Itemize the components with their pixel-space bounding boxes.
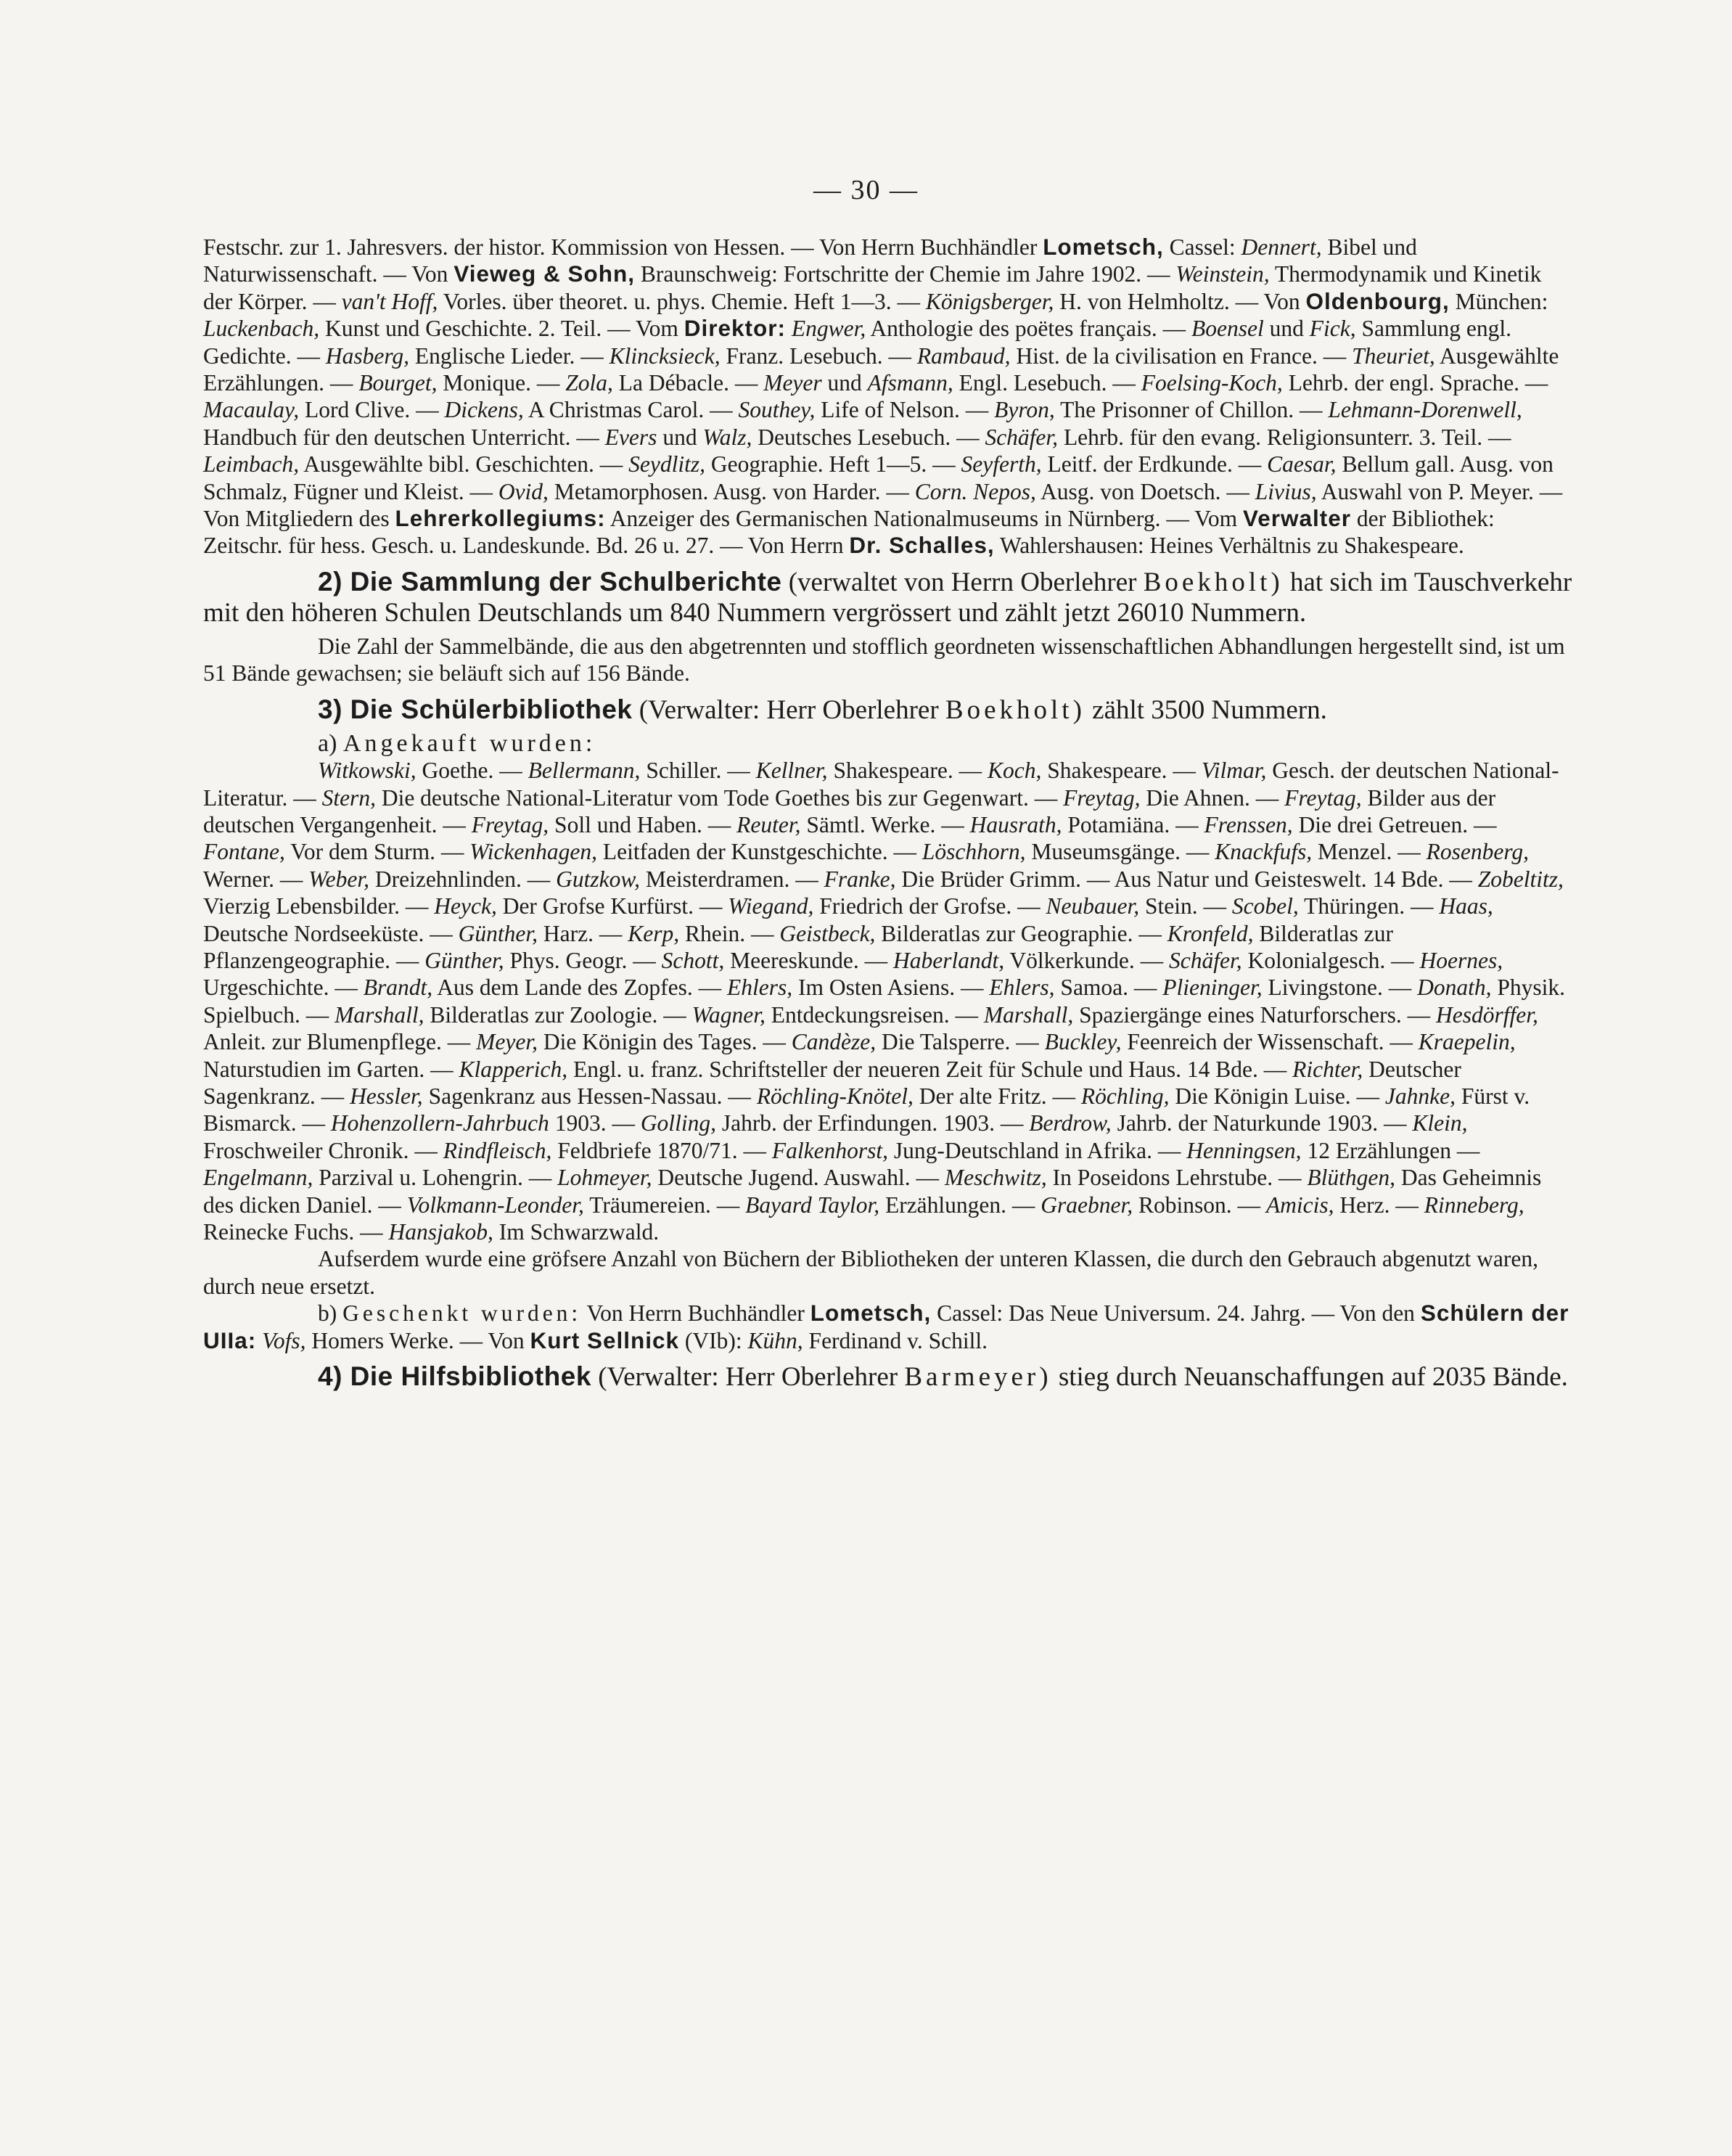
author-name: Blüthgen,: [1307, 1165, 1396, 1191]
author-name: Bayard Taylor,: [745, 1192, 880, 1218]
paragraph-sammelbaende: Die Zahl der Sammelbände, die aus den abgetrennten und stofflich geordneten wissenschaftlichen Abhandlungen hergestellt sind, ist um 51 Bände gewachsen; sie beläuft sich auf 156 Bände.: [203, 633, 1565, 686]
text-run: Vor dem Sturm. —: [284, 839, 470, 865]
donor-name: Dr. Schalles,: [849, 532, 995, 559]
text-run: Leitf. der Erdkunde. —: [1041, 451, 1268, 477]
author-name: Leimbach,: [203, 451, 300, 477]
text-run: Boekholt): [945, 694, 1085, 725]
text-run: und: [1263, 316, 1310, 342]
author-name: Günther,: [424, 947, 504, 973]
author-name: Gutzkow,: [556, 866, 640, 892]
text-run: hat sich im Tauschverkehr mit den höheren Schulen Deutschlands um 840 Nummern vergrössert und zählt jetzt 26010 Nummern.: [203, 567, 1572, 628]
text-run: Potamiäna. —: [1062, 811, 1204, 837]
text-run: Phys. Geogr. —: [504, 947, 662, 973]
author-name: Hessler,: [350, 1083, 423, 1109]
text-run: Feenreich der Wissenschaft. —: [1121, 1029, 1419, 1055]
author-name: Koch,: [988, 758, 1042, 784]
text-run: Friedrich der Grofse. —: [813, 893, 1046, 919]
text-run: Cassel: Das Neue Universum. 24. Jahrg. — Von den: [931, 1300, 1421, 1327]
text-run: Handbuch für den deutschen Unterricht. —: [203, 424, 605, 450]
text-run: Sammlung engl. Gedichte. —: [203, 316, 1511, 369]
author-name: Boensel: [1191, 316, 1264, 342]
author-name: Haberlandt,: [892, 947, 1005, 973]
text-run: Life of Nelson. —: [815, 397, 995, 423]
page-number: — 30 —: [813, 175, 919, 205]
text-run: Lehrb. der engl. Sprache. —: [1282, 370, 1548, 396]
text-run: und: [821, 370, 868, 396]
author-name: Dickens,: [444, 397, 524, 423]
author-name: Marshall,: [335, 1001, 424, 1028]
document-body: [203, 234, 1576, 1397]
author-name: Hohenzollern-Jahrbuch: [330, 1110, 549, 1136]
author-name: Vofs,: [262, 1327, 306, 1353]
author-name: Knackfufs,: [1215, 839, 1313, 865]
text-run: Bibel und Naturwissenschaft. — Von: [203, 234, 1417, 287]
text-run: Anthologie des poëtes français. —: [866, 316, 1192, 342]
text-run: Schiller. —: [640, 758, 756, 784]
text-run: (VIb):: [679, 1327, 748, 1353]
text-run: Ausgewählte bibl. Geschichten. —: [299, 451, 629, 477]
donor-name: Kurt Sellnick: [530, 1327, 680, 1353]
author-name: Wiegand,: [728, 893, 814, 919]
section-hilfsbibliothek: [203, 1361, 1576, 1393]
text-run: Leitfaden der Kunstgeschichte. —: [597, 839, 922, 865]
author-name: Klapperich,: [459, 1056, 568, 1082]
author-name: Franke,: [824, 866, 896, 892]
text-run: Ferdinand v. Schill.: [803, 1327, 988, 1353]
text-run: Jung-Deutschland in Afrika. —: [888, 1137, 1187, 1163]
text-run: Angekauft wurden:: [342, 729, 596, 757]
text-run: Engl. u. franz. Schriftsteller der neueren Zeit für Schule und Haus. 14 Bde. —: [567, 1056, 1293, 1082]
text-run: Herz. —: [1334, 1192, 1424, 1218]
text-run: Menzel. —: [1312, 839, 1427, 865]
text-run: Cassel:: [1163, 234, 1241, 260]
text-run: Hist. de la civilisation en France. —: [1010, 343, 1353, 369]
author-name: Jahnke,: [1384, 1083, 1456, 1109]
text-run: Feldbriefe 1870/71. —: [551, 1137, 772, 1163]
text-run: Lehrb. für den evang. Religionsunterr. 3. Teil. —: [1058, 424, 1511, 450]
text-run: Die Königin Luise. —: [1169, 1083, 1385, 1109]
author-name: Zola,: [565, 370, 613, 396]
author-name: Kronfeld,: [1167, 920, 1254, 946]
author-name: Hansjakob,: [388, 1219, 493, 1245]
text-run: München:: [1449, 288, 1548, 314]
author-name: Hesdörffer,: [1435, 1001, 1538, 1028]
author-name: Kellner,: [755, 758, 828, 784]
text-run: Homers Werke. — Von: [305, 1327, 530, 1353]
section-heading: 2) Die Sammlung der Schulberichte: [318, 566, 782, 597]
author-name: Caesar,: [1267, 451, 1337, 477]
text-run: Kolonialgesch. —: [1241, 947, 1420, 973]
text-run: b): [318, 1300, 343, 1327]
text-run: Deutsche Nordseeküste. —: [203, 920, 459, 946]
section-schuelerbibliothek: [203, 694, 1576, 726]
text-run: Vorles. über theoret. u. phys. Chemie. Heft 1—3. —: [438, 288, 926, 314]
text-run: Goethe. —: [416, 758, 528, 784]
author-name: Meyer: [763, 370, 822, 396]
author-name: Hausrath,: [969, 811, 1062, 837]
text-run: a): [318, 729, 343, 757]
text-run: In Poseidons Lehrstube. —: [1046, 1165, 1308, 1191]
text-run: Völkerkunde. —: [1004, 947, 1169, 973]
donor-name: Lometsch,: [810, 1300, 932, 1327]
author-name: Meschwitz,: [944, 1165, 1047, 1191]
author-name: Candèze,: [791, 1029, 877, 1055]
author-name: Rosenberg,: [1426, 839, 1530, 865]
text-run: Kunst und Geschichte. 2. Teil. — Vom: [319, 316, 684, 342]
author-name: Bellermann,: [528, 758, 641, 784]
text-run: Parzival u. Lohengrin. —: [313, 1165, 558, 1191]
author-name: Engwer,: [791, 316, 866, 342]
author-name: Scobel,: [1231, 893, 1299, 919]
text-run: Anleit. zur Blumenpflege. —: [203, 1029, 477, 1055]
author-name: Löschhorn,: [922, 839, 1026, 865]
text-run: Sagenkranz aus Hessen-Nassau. —: [422, 1083, 757, 1109]
text-run: Shakespeare. —: [1041, 758, 1202, 784]
text-run: Bilderatlas zur Pflanzengeographie. —: [203, 920, 1393, 973]
author-name: Rambaud,: [916, 343, 1011, 369]
author-name: Berdrow,: [1029, 1110, 1112, 1136]
author-name: Seyferth,: [961, 451, 1042, 477]
text-run: Shakespeare. —: [827, 758, 988, 784]
donor-name: Direktor:: [684, 315, 787, 342]
text-run: Geschenkt wurden:: [342, 1300, 582, 1327]
author-name: Falkenhorst,: [771, 1137, 889, 1163]
text-run: Meereskunde. —: [724, 947, 893, 973]
author-name: Schäfer,: [985, 424, 1059, 450]
author-name: Rindfleisch,: [443, 1137, 552, 1163]
section-heading: 4) Die Hilfsbibliothek: [318, 1361, 591, 1392]
author-name: Plieninger,: [1162, 975, 1263, 1001]
author-name: Ehlers,: [727, 975, 793, 1001]
section-schulberichte: [203, 567, 1576, 628]
text-run: Fürst v. Bismarck. —: [203, 1083, 1530, 1136]
author-name: Neubauer,: [1046, 893, 1140, 919]
text-run: Festschr. zur 1. Jahresvers. der histor. Kommission von Hessen. — Von Herrn Buchhändler: [203, 234, 1043, 260]
text-run: Aus dem Lande des Zopfes. —: [432, 975, 728, 1001]
text-run: Thermodynamik und Kinetik der Körper. —: [203, 261, 1542, 314]
text-run: Der alte Fritz. —: [913, 1083, 1081, 1109]
author-name: Fick,: [1309, 316, 1356, 342]
text-run: Von Herrn Buchhändler: [581, 1300, 810, 1327]
author-name: Freytag,: [471, 811, 549, 837]
author-name: Lehmann-Dorenwell,: [1328, 397, 1522, 423]
text-run: Urgeschichte. —: [203, 975, 364, 1001]
author-name: Kerp,: [628, 920, 680, 946]
author-name: Zobeltitz,: [1477, 866, 1564, 892]
text-run: und: [657, 424, 703, 450]
author-name: Hasberg,: [325, 343, 410, 369]
text-run: Im Schwarzwald.: [493, 1219, 660, 1245]
text-run: Ausg. von Doetsch. —: [1035, 478, 1255, 504]
text-run: Wahlershausen: Heines Verhältnis zu Shakespeare.: [994, 533, 1464, 559]
paragraph-gifts-continued: [203, 234, 1576, 560]
author-name: Corn. Nepos,: [914, 478, 1036, 504]
text-run: zählt 3500 Nummern.: [1085, 694, 1327, 725]
text-run: Englische Lieder. —: [409, 343, 610, 369]
text-run: Metamorphosen. Ausg. von Harder. —: [548, 478, 915, 504]
author-name: Günther,: [458, 920, 538, 946]
text-run: Engl. Lesebuch. —: [953, 370, 1141, 396]
text-run: Reinecke Fuchs. —: [203, 1219, 389, 1245]
paragraph-purchased-books: [203, 757, 1576, 1245]
text-run: Deutscher Sagenkranz. —: [203, 1056, 1461, 1109]
author-name: van't Hoff,: [341, 288, 438, 314]
author-name: Amicis,: [1265, 1192, 1334, 1218]
author-name: Buckley,: [1044, 1029, 1122, 1055]
author-name: Kraepelin,: [1418, 1029, 1516, 1055]
text-run: Spaziergänge eines Naturforschers. —: [1073, 1001, 1436, 1028]
author-name: Witkowski,: [318, 758, 416, 784]
subsection-geschenkt: [203, 1300, 1576, 1354]
donor-name: Oldenbourg,: [1305, 287, 1450, 314]
text-run: stieg durch Neuanschaffungen auf 2035 Bände.: [1051, 1362, 1568, 1393]
author-name: Hoernes,: [1419, 947, 1503, 973]
text-run: The Prisonner of Chillon. —: [1054, 397, 1329, 423]
text-run: (verwaltet von Herrn Oberlehrer: [781, 567, 1144, 597]
text-run: Die Talsperre. —: [876, 1029, 1045, 1055]
text-run: Werner. —: [203, 866, 309, 892]
subsection-angekauft: [203, 730, 1576, 757]
text-run: Bellum gall. Ausg. von Schmalz, Fügner und Kleist. —: [203, 451, 1554, 504]
text-run: Die deutsche National-Literatur vom Tode Goethes bis zur Gegenwart. —: [375, 784, 1064, 811]
author-name: Marshall,: [983, 1001, 1074, 1028]
author-name: Geistbeck,: [779, 920, 876, 946]
author-name: Seydlitz,: [628, 451, 705, 477]
section-heading: 3) Die Schülerbibliothek: [318, 694, 633, 724]
author-name: Volkmann-Leonder,: [406, 1192, 584, 1218]
text-run: (Verwalter: Herr Oberlehrer: [632, 694, 945, 725]
author-name: Richter,: [1292, 1056, 1363, 1082]
author-name: Brandt,: [363, 975, 433, 1001]
author-name: Rinneberg,: [1424, 1192, 1524, 1218]
text-run: Robinson. —: [1133, 1192, 1266, 1218]
text-run: Boekholt): [1143, 567, 1284, 597]
text-run: Bilderatlas zur Zoologie. —: [424, 1001, 692, 1028]
author-name: Bourget,: [358, 370, 438, 396]
text-run: La Débacle. —: [612, 370, 764, 396]
text-run: Samoa. —: [1054, 975, 1163, 1001]
text-run: Geographie. Heft 1—5. —: [705, 451, 961, 477]
author-name: Weinstein,: [1175, 261, 1270, 287]
author-name: Fontane,: [203, 839, 285, 865]
text-run: Jahrb. der Erfindungen. 1903. —: [715, 1110, 1030, 1136]
text-run: Bilderatlas zur Geographie. —: [875, 920, 1167, 946]
author-name: Vilmar,: [1201, 758, 1267, 784]
text-run: Rhein. —: [679, 920, 780, 946]
author-name: Königsberger,: [925, 288, 1054, 314]
donor-name: Lometsch,: [1043, 234, 1164, 260]
author-name: Klein,: [1412, 1110, 1468, 1136]
author-name: Evers: [604, 424, 657, 450]
author-name: Schott,: [661, 947, 725, 973]
text-run: Barmeyer): [904, 1362, 1052, 1393]
text-run: Jahrb. der Naturkunde 1903. —: [1111, 1110, 1413, 1136]
author-name: Engelmann,: [203, 1165, 313, 1191]
text-run: Lord Clive. —: [299, 397, 445, 423]
text-run: [786, 316, 792, 341]
author-name: Heyck,: [434, 893, 497, 919]
author-name: Klincksieck,: [609, 343, 721, 369]
author-name: Stern,: [321, 784, 376, 811]
paragraph-replacements: Aufserdem wurde eine gröfsere Anzahl von Büchern der Bibliotheken der unteren Klassen, die durch den Gebrauch abgenutzt waren, durch neue ersetzt.: [203, 1246, 1539, 1299]
text-run: [256, 1328, 262, 1353]
text-run: Physik. Spielbuch. —: [203, 975, 1566, 1028]
text-run: 12 Erzählungen —: [1301, 1137, 1480, 1163]
text-run: Meisterdramen. —: [639, 866, 824, 892]
text-run: Soll und Haben. —: [549, 811, 737, 837]
donor-name: Verwalter: [1242, 505, 1352, 532]
text-run: Harz. —: [538, 920, 628, 946]
text-run: H. von Helmholtz. — Von: [1054, 288, 1306, 314]
author-name: Donath,: [1417, 975, 1492, 1001]
text-run: Das Geheimnis des dicken Daniel. —: [203, 1165, 1542, 1218]
author-name: Foelsing-Koch,: [1141, 370, 1283, 396]
author-name: Luckenbach,: [203, 316, 320, 342]
text-run: Braunschweig: Fortschritte der Chemie im Jahre 1902. —: [635, 261, 1176, 287]
author-name: Southey,: [738, 397, 816, 423]
text-run: der Bibliothek: Zeitschr. für hess. Gesch. u. Landeskunde. Bd. 26 u. 27. — Von Herrn: [203, 506, 1495, 559]
text-run: Im Osten Asiens. —: [792, 975, 990, 1001]
author-name: Macaulay,: [203, 397, 300, 423]
author-name: Röchling-Knötel,: [756, 1083, 914, 1109]
text-run: A Christmas Carol. —: [523, 397, 739, 423]
author-name: Freytag,: [1063, 784, 1141, 811]
text-run: Deutsche Jugend. Auswahl. —: [652, 1165, 945, 1191]
author-name: Theuriet,: [1352, 343, 1435, 369]
author-name: Freytag,: [1284, 784, 1362, 811]
author-name: Golling,: [640, 1110, 716, 1136]
text-run: Franz. Lesebuch. —: [720, 343, 917, 369]
text-run: Entdeckungsreisen. —: [765, 1001, 984, 1028]
text-run: Naturstudien im Garten. —: [203, 1056, 459, 1082]
author-name: Ehlers,: [989, 975, 1055, 1001]
author-name: Ovid,: [498, 478, 549, 504]
text-run: Thüringen. —: [1298, 893, 1440, 919]
text-run: Sämtl. Werke. —: [800, 811, 970, 837]
text-run: 1903. —: [549, 1110, 641, 1136]
author-name: Kühn,: [747, 1327, 803, 1353]
author-name: Meyer,: [476, 1029, 538, 1055]
text-run: Museumsgänge. —: [1025, 839, 1215, 865]
author-name: Walz,: [702, 424, 752, 450]
text-run: Der Grofse Kurfürst. —: [496, 893, 728, 919]
text-run: Ausgewählte Erzählungen. —: [203, 343, 1559, 396]
text-run: Träumereien. —: [583, 1192, 746, 1218]
text-run: Die Ahnen. —: [1140, 784, 1285, 811]
author-name: Haas,: [1439, 893, 1493, 919]
author-name: Afsmann,: [867, 370, 953, 396]
text-run: Monique. —: [437, 370, 566, 396]
text-run: Dreizehnlinden. —: [369, 866, 557, 892]
text-run: Anzeiger des Germanischen Nationalmuseums in Nürnberg. — Vom: [605, 506, 1243, 532]
text-run: (Verwalter: Herr Oberlehrer: [591, 1362, 905, 1393]
text-run: Stein. —: [1139, 893, 1232, 919]
donor-name: Vieweg & Sohn,: [453, 261, 636, 287]
author-name: Lohmeyer,: [557, 1165, 652, 1191]
text-run: Erzählungen. —: [879, 1192, 1041, 1218]
author-name: Livius,: [1255, 478, 1317, 504]
text-run: Froschweiler Chronik. —: [203, 1137, 443, 1163]
text-run: Livingstone. —: [1262, 975, 1418, 1001]
text-run: Gesch. der deutschen National-Literatur. —: [203, 758, 1559, 811]
author-name: Henningsen,: [1186, 1137, 1302, 1163]
author-name: Frenssen,: [1204, 811, 1293, 837]
author-name: Graebner,: [1041, 1192, 1133, 1218]
donor-name: Schülern der UIIa:: [203, 1300, 1569, 1353]
author-name: Reuter,: [736, 811, 801, 837]
text-run: Auswahl von P. Meyer. — Von Mitgliedern des: [203, 478, 1563, 532]
author-name: Dennert,: [1241, 234, 1322, 260]
text-run: Deutsches Lesebuch. —: [752, 424, 985, 450]
text-run: Die Königin des Tages. —: [537, 1029, 792, 1055]
text-run: Vierzig Lebensbilder. —: [203, 893, 435, 919]
donor-name: Lehrerkollegiums:: [395, 505, 606, 532]
author-name: Byron,: [994, 397, 1055, 423]
author-name: Schäfer,: [1168, 947, 1242, 973]
text-run: Die Brüder Grimm. — Aus Natur und Geisteswelt. 14 Bde. —: [895, 866, 1478, 892]
text-run: Bilder aus der deutschen Vergangenheit. —: [203, 784, 1496, 837]
author-name: Wickenhagen,: [469, 839, 598, 865]
text-run: Die drei Getreuen. —: [1292, 811, 1497, 837]
author-name: Wagner,: [691, 1001, 766, 1028]
author-name: Röchling,: [1080, 1083, 1170, 1109]
author-name: Weber,: [308, 866, 369, 892]
